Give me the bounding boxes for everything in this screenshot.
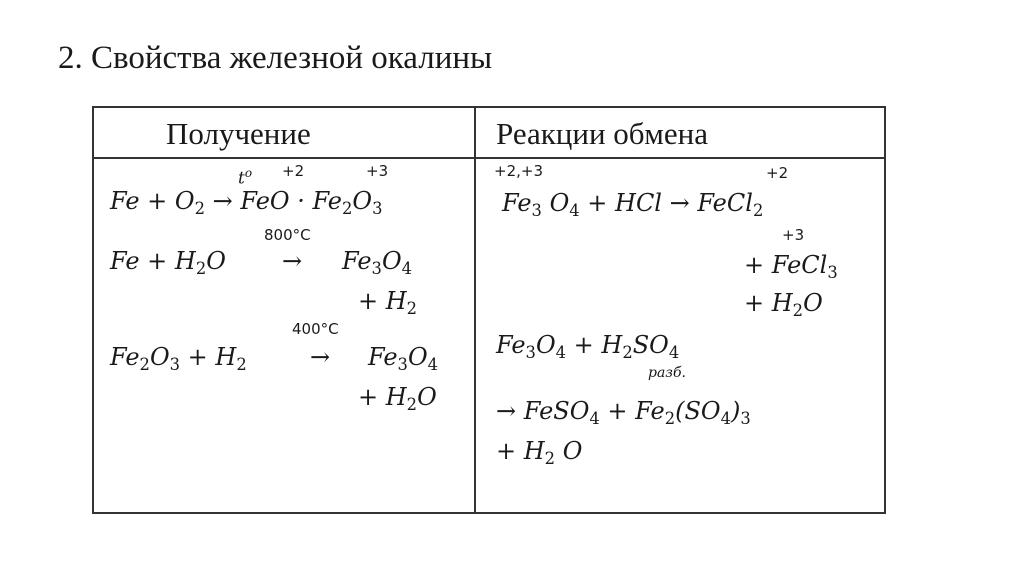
- condition-800c: 800°C: [264, 226, 311, 244]
- equation-fe-steam-rhs: Fe3O4: [342, 247, 413, 278]
- table-top-border: [92, 106, 886, 108]
- equation-fe3o4-hcl-water: + H2O: [744, 289, 823, 320]
- equation-fe3o4-h2so4-water: + H2 O: [496, 437, 583, 468]
- oxidation-state-feo: +2: [282, 162, 305, 180]
- equation-fe3o4-h2so4: Fe3O4 + H2SO4: [496, 331, 680, 362]
- equation-fe-steam-lhs: Fe + H2O: [110, 247, 226, 278]
- table-right-border: [884, 106, 886, 514]
- equation-fe-oxidation: Fe + O2 → FeO · Fe2O3: [110, 187, 383, 218]
- header-obtaining: Получение: [166, 116, 311, 151]
- temperature-condition: $t^o$: [238, 166, 253, 189]
- oxidation-state-fe2o3: +3: [366, 162, 389, 180]
- equation-fe3o4-hcl: Fe3 O4 + HCl → FeCl2: [502, 189, 764, 220]
- equation-fe2o3-reduction-continuation: + H2O: [358, 383, 437, 414]
- condition-400c: 400°C: [292, 320, 339, 338]
- equation-fe2o3-reduction-rhs: Fe3O4: [368, 343, 439, 374]
- equation-fe-steam-continuation: + H2: [358, 287, 418, 318]
- properties-table: [92, 106, 886, 514]
- table-column-divider: [474, 106, 476, 514]
- equation-fe2o3-reduction-lhs: Fe2O3 + H2: [110, 343, 247, 374]
- oxidation-state-fe3o4: +2,+3: [494, 162, 543, 180]
- header-exchange-reactions: Реакции обмена: [496, 116, 709, 151]
- oxidation-state-fecl2: +2: [766, 164, 789, 182]
- table-bottom-border: [92, 512, 886, 514]
- equation-fe3o4-h2so4-products: → FeSO4 + Fe2(SO4)3: [496, 397, 751, 428]
- equation-fe3o4-hcl-fecl3: + FeCl3: [744, 251, 838, 282]
- oxidation-state-fecl3: +3: [782, 226, 805, 244]
- arrow-400c: →: [310, 343, 331, 371]
- page-title: 2. Свойства железной окалины: [58, 40, 493, 76]
- table-header-divider: [92, 157, 886, 159]
- dilute-note: разб.: [648, 365, 686, 381]
- table-left-border: [92, 106, 94, 514]
- arrow-800c: →: [282, 247, 303, 275]
